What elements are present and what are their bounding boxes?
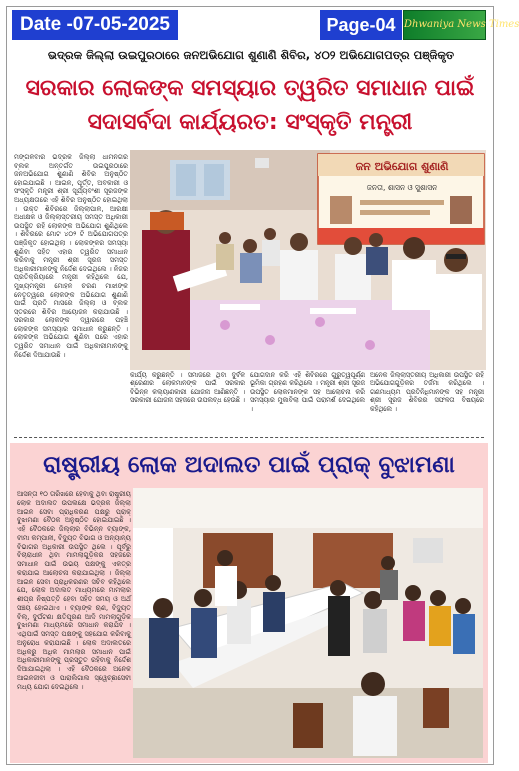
page-number-badge: Page-04 [320, 10, 402, 40]
story1-photo [130, 150, 486, 370]
story1-subheadline: ଭଦ୍ରକ ଜିଲ୍ଲା ଉଇପୁରଠାରେ ଜନଅଭିଯୋଗ ଶୁଣାଣି ଶିବିର, ୪୦୨ ଅଭିଯୋଗପତ୍ର ପଞ୍ଜିକୃତ [47, 48, 455, 62]
story2-headline: ରାଷ୍ଟ୍ରୀୟ ଲୋକ ଅଦାଲତ ପାଇଁ ପ୍ରାକ୍ ବୁଝାମଣା [43, 452, 455, 478]
court-meeting-photo-illustration [133, 488, 483, 758]
newspaper-logo: Dhwaniya News Times [403, 10, 486, 40]
story2-photo [133, 488, 483, 758]
banner-title: ଜନ ଅଭିଯୋଗ ଶୁଣାଣି [355, 160, 449, 173]
date-badge: Date -07-05-2025 [12, 10, 178, 40]
story1-body-bottom-3: ଅନେକ ଜିଲ୍ଲାସ୍ତରୀୟ ଅଧିକାରୀ ଉପସ୍ଥିତ ରହି ଅଭିଯୋଗଗୁଡ଼ିକର ତର୍ଜମା କରିଥିଲେ । ଗଣମାଧ୍ୟମ ପ୍ରତିନିଧିମାନଙ୍କ ସହ ମନ୍ତ୍ରୀ ଶ୍ରୀ ସୂରଜ ଶିବିରର ସଫଳତା ବିଷୟରେ କହିଥିଲେ । [370, 371, 484, 413]
meeting-photo-illustration [130, 150, 486, 370]
story1-body-bottom-1: କାର୍ଯ୍ୟ କରୁଛନ୍ତି । ସମାଜରେ ଥିବା ଦୁର୍ବଳ ଶ୍ରେଣୀର ଲୋକମାନଙ୍କ ପାଇଁ ସରକାର ବିଭିନ୍ନ କଲ୍ୟାଣକାରୀ ଯୋଜନା ଆଣିଛନ୍ତି । ସରକାରୀ ଯୋଜନା ସହଜରେ ଉପଲବ୍ଧ ହେଉଛି । [130, 371, 245, 405]
story2-body-column: ଆସନ୍ତା ୧୦ ତାରିଖରେ ହେବାକୁ ଥିବା ରାଷ୍ଟ୍ରୀୟ ଲୋକ ଅଦାଲତ ଉପଲକ୍ଷେ ଭଦ୍ରକ ଜିଲ୍ଲା ଆଇନ ସେବା ପ୍ରାଧିକରଣ ପକ୍ଷରୁ ପ୍ରାକ୍ ବୁଝାମଣା ବୈଠକ ଅନୁଷ୍ଠିତ ହୋଇଯାଇଛି । ଏହି ବୈଠକରେ ଜିଲ୍ଲାର ବିଭିନ୍ନ ବ୍ୟାଙ୍କ, ବୀମା କମ୍ପାନୀ, ବିଦ୍ୟୁତ ବିଭାଗ ଓ ଅନ୍ୟାନ୍ୟ ବିଭାଗର ଅଧିକାରୀ ଉପସ୍ଥିତ ଥିଲେ । ପୂର୍ବରୁ ବିଚାରାଧୀନ ଥିବା ମାମଲାଗୁଡ଼ିକର ସହଜରେ ସମାଧାନ ପାଇଁ ଉଭୟ ପକ୍ଷଙ୍କୁ ଏକତ୍ର କରାଯାଇ ଆଲୋଚନା କରାଯାଇଥିଲା । ଜିଲ୍ଲା ଆଇନ ସେବା ପ୍ରାଧିକରଣର ସଚିବ କହିଥିଲେ ଯେ, ଲୋକ ଅଦାଲତ ମାଧ୍ୟମରେ ମାମଲାର ଶୀଘ୍ର ନିଷ୍ପତ୍ତି ହେବା ସହିତ ସମୟ ଓ ଅର୍ଥ ସଞ୍ଚୟ ହୋଇଥାଏ । ବ୍ୟାଙ୍କ ଋଣ, ବିଦ୍ୟୁତ ବିଲ୍, ଦୁର୍ଘଟଣା କ୍ଷତିପୂରଣ ଆଦି ମାମଲାଗୁଡ଼ିକ ବୁଝାମଣା ମାଧ୍ୟମରେ ସମାଧାନ କରାଯିବ । ଏଥିପାଇଁ ସମସ୍ତ ପକ୍ଷଙ୍କୁ ସହଯୋଗ କରିବାକୁ ଅନୁରୋଧ କରାଯାଇଛି । ଲୋକ ଅଦାଲତରେ ଅଧିକରୁ ଅଧିକ ମାମଲାର ସମାଧାନ ପାଇଁ ଅଧିକାରୀମାନଙ୍କୁ ପ୍ରସ୍ତୁତ ରହିବାକୁ ନିର୍ଦ୍ଦେଶ ଦିଆଯାଇଥିଲା । ଏହି ବୈଠକରେ ଅନେକ ଆଇନଜୀବୀ ଓ ପାରାଲିଗାଲ ସ୍ୱେଚ୍ଛାସେବୀ ମଧ୍ୟ ଯୋଗ ଦେଇଥିଲେ । [17, 490, 131, 691]
banner-line: ଜନତା, ଶାସନ ଓ ସୁଶାସନ [366, 183, 438, 192]
story1-body-bottom-2: ଯୋଗଦାନ କରି ଏହି ଶିବିରରେ ଗୁରୁତ୍ୱପୂର୍ଣ୍ଣ ଭୂମିକା ଗ୍ରହଣ କରିଥିଲେ । ମନ୍ତ୍ରୀ ଶ୍ରୀ ସୂରଜ ଉପସ୍ଥିତ ଲୋକମାନଙ୍କ ସହ ଆଲୋଚନା କରି ସମସ୍ୟାର ମୁକାବିଲା ପାଇଁ ପରାମର୍ଶ ଦେଇଥିଲେ । [250, 371, 365, 413]
story1-headline: ସରକାର ଲୋକଙ୍କ ସମସ୍ୟାର ତ୍ୱରିତ ସମାଧାନ ପାଇଁ ସଦାସର୍ବଦା କାର୍ଯ୍ୟରତ: ସଂସ୍କୃତି ମନ୍ତ୍ରୀ [25, 76, 475, 135]
section-divider [14, 437, 484, 438]
story1-body-column: ମଙ୍ଗଳବାର ଭଦ୍ରକ ଜିଲ୍ଲା ଧାମନଗର ବ୍ଲକ ଅନ୍ତର୍ଗତ ଉଇପୁରଠାରେ ଜନଅଭିଯୋଗ ଶୁଣାଣି ଶିବିର ଅନୁଷ୍ଠିତ ହୋଇଯାଇଛି । ଆଇନ, ପୂର୍ତ୍ତ, ଅବକାରୀ ଓ ସଂସ୍କୃତି ମନ୍ତ୍ରୀ ଶ୍ରୀ ସୂର୍ଯ୍ୟବଂଶୀ ସୂରଜଙ୍କ ଅଧ୍ୟକ୍ଷତାରେ ଏହି ଶିବିର ଅନୁଷ୍ଠିତ ହୋଇଥିଲା । ଉକ୍ତ ଶିବିରରେ ଜିଲ୍ଲାପାଳ, ଆରକ୍ଷୀ ଅଧୀକ୍ଷକ ଓ ଜିଲ୍ଲାସ୍ତରୀୟ ସମସ୍ତ ଅଧିକାରୀ ଉପସ୍ଥିତ ରହି ଲୋକଙ୍କ ଅଭିଯୋଗ ଶୁଣିଥିଲେ । ଶିବିରରେ ମୋଟ ୪୦୨ ଟି ଅଭିଯୋଗପତ୍ର ପଞ୍ଜିକୃତ ହୋଇଥିଲା । ଲୋକଙ୍କର ସମସ୍ୟା ଶୁଣିବା ସହିତ ଏହାର ତ୍ୱରିତ ସମାଧାନ କରିବାକୁ ମନ୍ତ୍ରୀ ଶ୍ରୀ ସୂରଜ ସମସ୍ତ ଅଧିକାରୀମାନଙ୍କୁ ନିର୍ଦ୍ଦେଶ ଦେଇଥିଲେ । ନିଜର ପ୍ରତିକ୍ରିୟାରେ ମନ୍ତ୍ରୀ କହିଥିଲେ ଯେ, ମୁଖ୍ୟମନ୍ତ୍ରୀ ମୋହନ ଚରଣ ମାଝୀଙ୍କ ନେତୃତ୍ୱରେ ଲୋକଙ୍କ ଅଭିଯୋଗ ଶୁଣାଣି ପାଇଁ ପ୍ରତି ମାସରେ ଜିଲ୍ଲା ଓ ବ୍ଲକ ସ୍ତରରେ ଶିବିର ଆୟୋଜନ କରାଯାଉଛି । ସରକାର ଲୋକଙ୍କ ଦ୍ୱାରରେ ପହଞ୍ଚି ଲୋକଙ୍କ ସମସ୍ୟାର ସମାଧାନ କରୁଛନ୍ତି । ଲୋକଙ୍କ ଅଭିଯୋଗ ଶୁଣିବା ପରେ ଏହାର ତ୍ୱରିତ ସମାଧାନ ପାଇଁ ଅଧିକାରୀମାନଙ୍କୁ ନିର୍ଦ୍ଦେଶ ଦିଆଯାଉଛି । [14, 153, 128, 359]
